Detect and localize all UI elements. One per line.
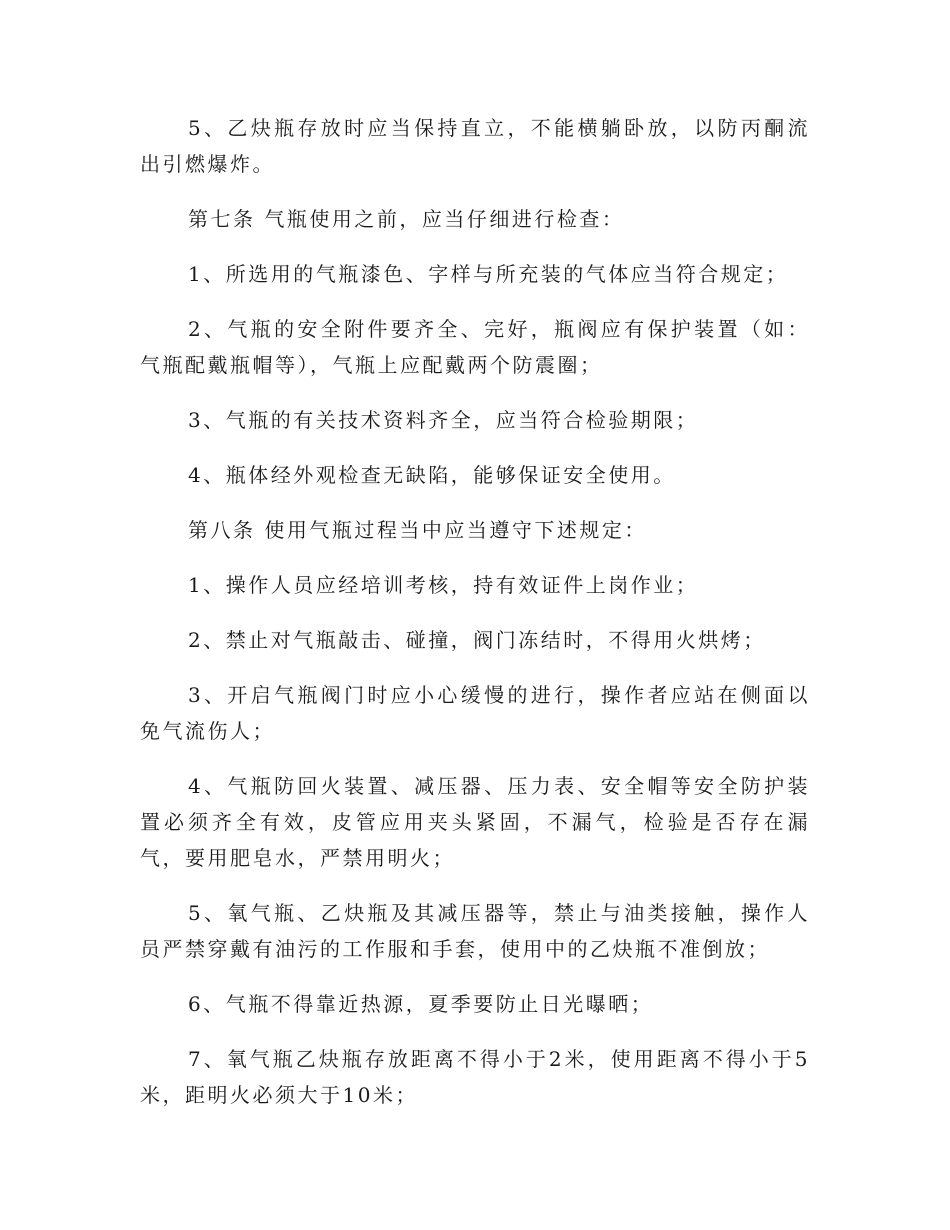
article-8-item-6: 6、气瓶不得靠近热源，夏季要防止日光曝晒； xyxy=(188,992,654,1016)
article-8-item-4: 4、气瓶防回火装置、减压器、压力表、安全帽等安全防护装置必须齐全有效，皮管应用夹头紧固，不漏气，检验是否存在漏气，要用肥皂水，严禁用明火； xyxy=(140,774,810,870)
article-7-item-1: 1、所选用的气瓶漆色、字样与所充装的气体应当符合规定； xyxy=(188,262,789,286)
article-8-item-1: 1、操作人员应经培训考核，持有效证件上岗作业； xyxy=(188,573,699,597)
article-8-item-7: 7、氧气瓶乙炔瓶存放距离不得小于2米，使用距离不得小于5米，距明火必须大于10米； xyxy=(140,1047,810,1107)
article-8-heading: 第八条 使用气瓶过程当中应当遵守下述规定： xyxy=(188,518,647,542)
article-8-item-5: 5、氧气瓶、乙炔瓶及其减压器等，禁止与油类接触，操作人员严禁穿戴有油污的工作服和手套，使用中的乙炔瓶不准倒放； xyxy=(140,901,810,961)
paragraph-acetylene-storage: 5、乙炔瓶存放时应当保持直立，不能横躺卧放，以防丙酮流出引燃爆炸。 xyxy=(140,116,810,176)
article-8-item-3: 3、开启气瓶阀门时应小心缓慢的进行，操作者应站在侧面以免气流伤人； xyxy=(140,683,810,743)
article-7-item-4: 4、瓶体经外观检查无缺陷，能够保证安全使用。 xyxy=(188,463,676,487)
article-7-heading: 第七条 气瓶使用之前，应当仔细进行检查： xyxy=(188,207,625,231)
article-8-item-2: 2、禁止对气瓶敲击、碰撞，阀门冻结时，不得用火烘烤； xyxy=(188,628,766,652)
article-7-item-3: 3、气瓶的有关技术资料齐全，应当符合检验期限； xyxy=(188,408,699,432)
article-7-item-2: 2、气瓶的安全附件要齐全、完好，瓶阀应有保护装置（如：气瓶配戴瓶帽等），气瓶上应配戴两个防震圈； xyxy=(140,317,810,377)
